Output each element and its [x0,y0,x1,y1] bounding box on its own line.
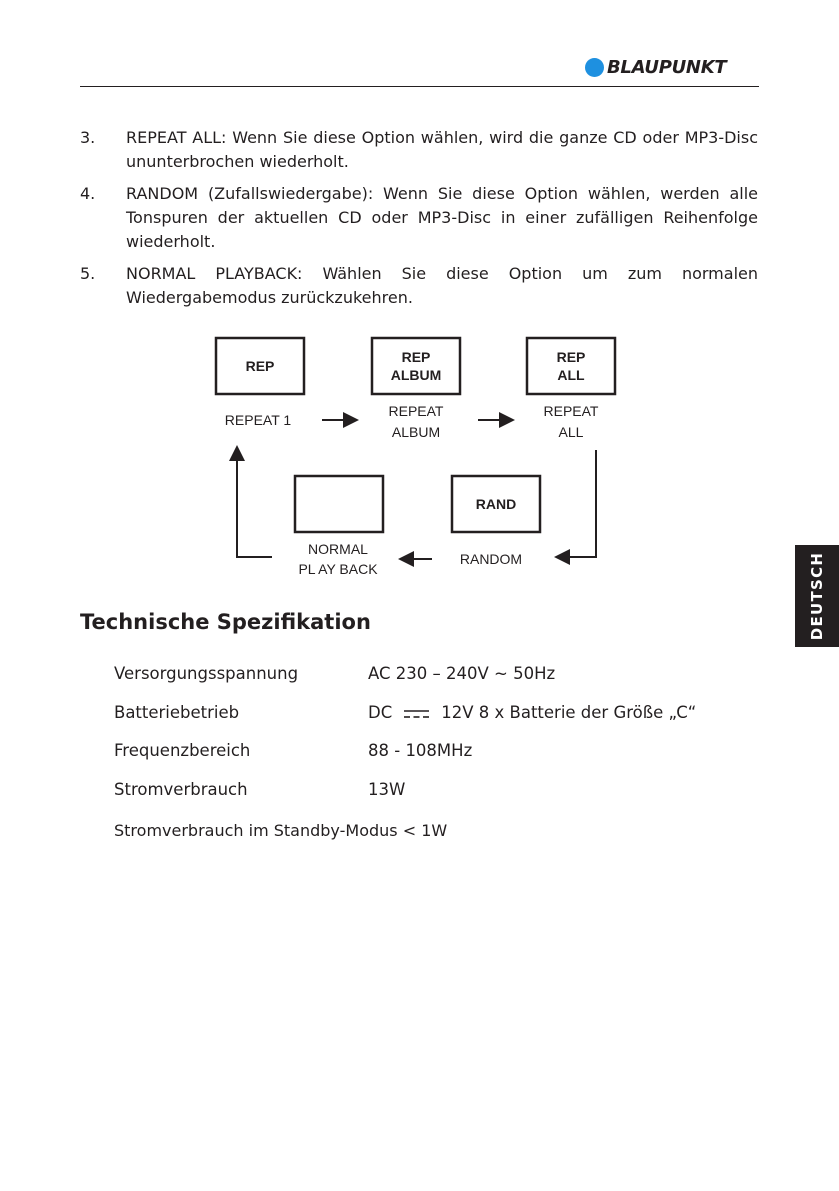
list-item [80,182,758,254]
list-item [80,126,758,174]
normal-label-1: NORMAL [308,541,368,557]
list-item [80,262,758,310]
spec-value: 88 - 108MHz [368,741,473,760]
repeat-album-label-2: ALBUM [391,424,441,440]
section-title: Technische Spezifikation [80,610,371,634]
random-label: RANDOM [459,551,523,567]
rep-box-label: REP [245,358,275,374]
option-list [80,126,758,318]
spec-dc-prefix: DC [368,703,393,722]
list-item-text: NORMAL PLAYBACK: Wählen Sie diese Option um zum normalen Wiedergabemodus zurückzukehren. [126,264,758,307]
rep-album-box-label-1: REP [401,349,431,365]
language-tab-label: DEUTSCH [808,551,826,641]
list-item-number: 5. [80,264,96,283]
arrow-all-to-random [556,450,596,557]
spec-label: Batteriebetrieb [114,703,240,722]
rep-all-box-label-2: ALL [557,367,585,383]
list-item-number: 4. [80,184,96,203]
logo-text: BLAUPUNKT [607,57,727,78]
repeat1-label: REPEAT 1 [224,412,292,428]
spec-value: 13W [368,780,406,799]
header-divider [80,86,759,87]
brand-logo [585,57,726,78]
repeat-all-label-1: REPEAT [543,403,599,419]
list-item-text: REPEAT ALL: Wenn Sie diese Option wählen, wird die ganze CD oder MP3-Disc ununterbrochen wiederholt. [126,128,758,171]
spec-value: AC 230 – 240V ~ 50Hz [368,664,556,683]
rep-all-box-label-1: REP [556,349,586,365]
standby-consumption: Stromverbrauch im Standby-Modus < 1W [114,821,448,840]
spec-label: Stromverbrauch [114,780,248,799]
rand-box-label: RAND [475,496,517,512]
dc-symbol-icon [404,709,429,719]
rep-album-box [372,338,460,394]
spec-label: Frequenzbereich [114,741,251,760]
arrow-normal-to-repeat1 [237,447,272,557]
spec-value: 12V 8 x Batterie der Größe „C“ [441,703,697,722]
repeat-album-label-1: REPEAT [388,403,444,419]
language-tab [795,545,839,647]
normal-label-2: PL AY BACK [298,561,378,577]
spec-value-group [368,703,696,723]
logo-dot-icon [585,58,604,77]
rep-all-box [527,338,615,394]
spec-label: Versorgungsspannung [114,664,299,683]
repeat-mode-diagram [200,330,620,590]
rep-album-box-label-2: ALBUM [390,367,442,383]
repeat-all-label-2: ALL [558,424,584,440]
normal-box [295,476,383,532]
list-item-text: RANDOM (Zufallswiedergabe): Wenn Sie diese Option wählen, werden alle Tonspuren der aktuellen CD oder MP3-Disc in einer zufälligen Reihenfolge wiederholt. [126,184,758,251]
list-item-number: 3. [80,128,96,147]
